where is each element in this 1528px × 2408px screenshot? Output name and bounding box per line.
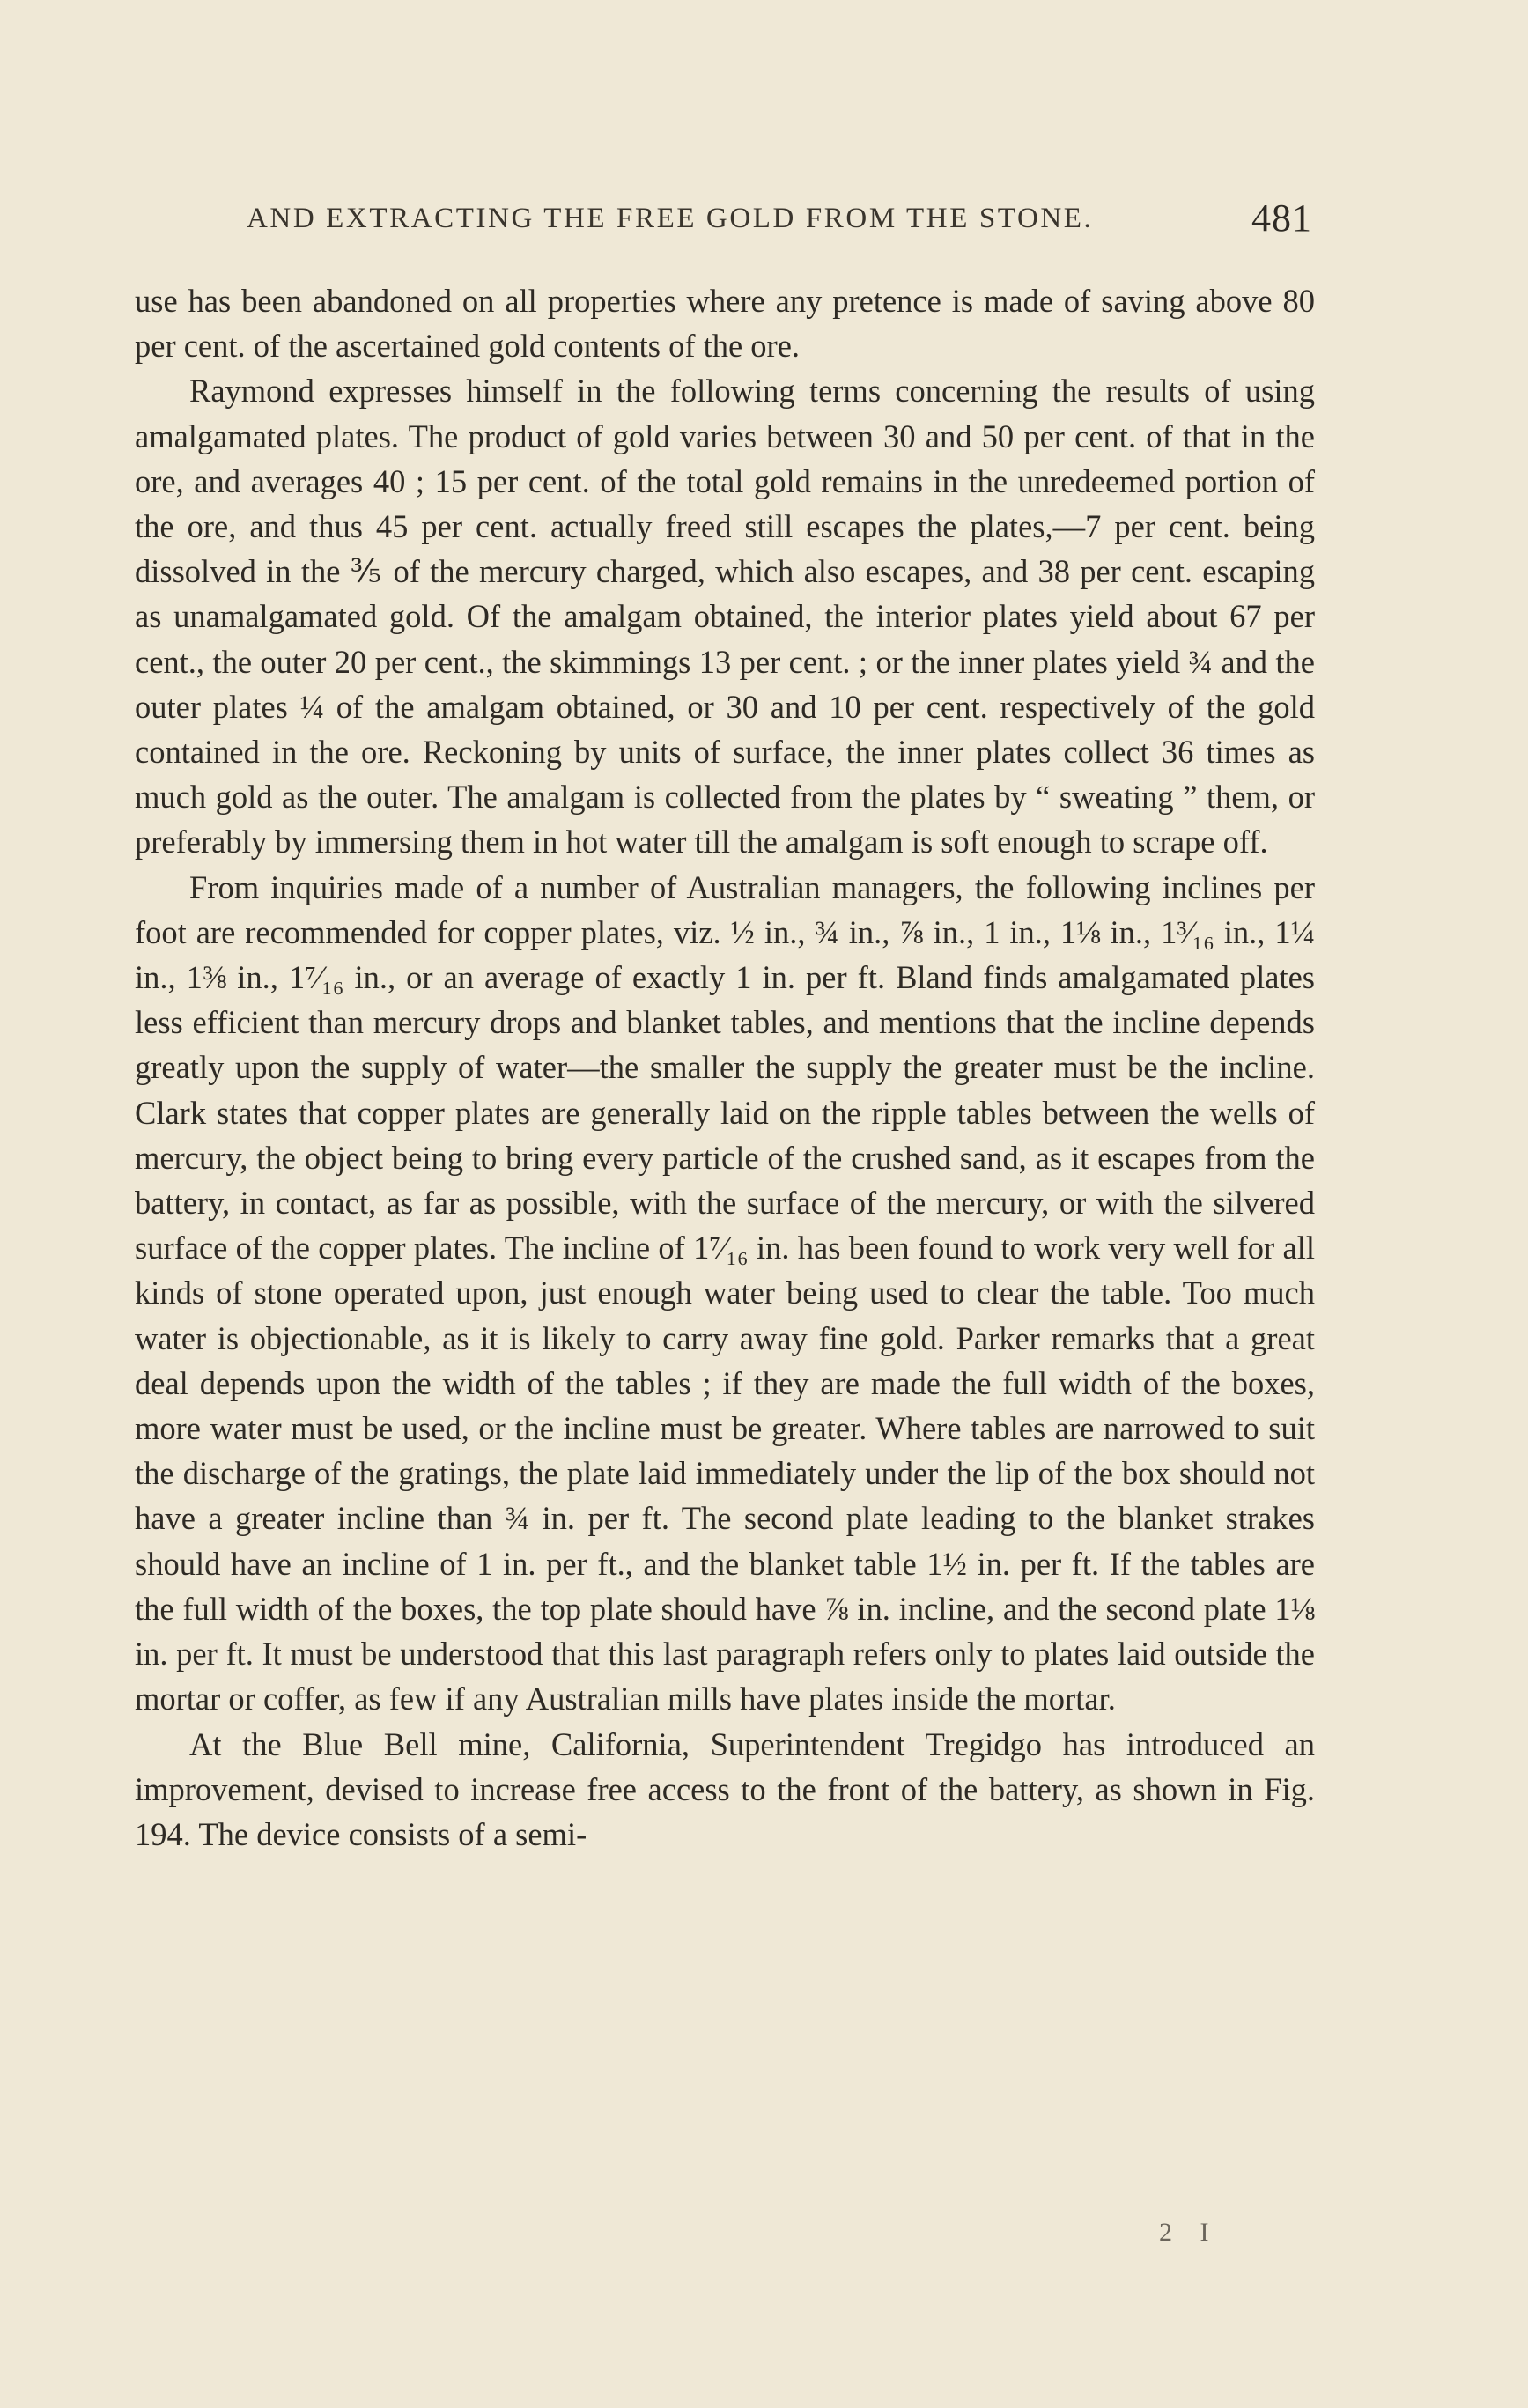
running-title: AND EXTRACTING THE FREE GOLD FROM THE STONE. <box>247 203 1094 234</box>
paragraph-continuation: use has been abandoned on all properties where any pretence is made of saving above 80 per cent. of the ascertained gold contents of the ore. <box>135 283 1315 365</box>
body-text <box>135 278 1315 1857</box>
paragraph-australian-inclines: From inquiries made of a number of Australian managers, the following inclines per foot are recommended for copper plates, viz. ½ in., ¾ in., ⅞ in., 1 in., 1⅛ in., 1³⁄₁₆ in., 1¼ in., 1⅜ in., 1⁷⁄₁₆ in., or an average of exactly 1 in. per ft. Bland finds amalgamated plates less efficient than mercury drops and blanket tables, and mentions that the incline depends greatly upon the supply of water—the smaller the supply the greater must be the incline. Clark states that copper plates are generally laid on the ripple tables between the wells of mercury, the object being to bring every particle of the crushed sand, as it escapes from the battery, in contact, as far as possible, with the surface of the mercury, or with the silvered surface of the copper plates. The incline of 1⁷⁄₁₆ in. has been found to work very well for all kinds of stone operated upon, just enough water being used to clear the table. Too much water is objectionable, as it is likely to carry away fine gold. Parker remarks that a great deal depends upon the width of the tables ; if they are made the full width of the boxes, more water must be used, or the incline must be greater. Where tables are narrowed to suit the discharge of the gratings, the plate laid immediately under the lip of the box should not have a greater incline than ¾ in. per ft. The second plate leading to the blanket strakes should have an incline of 1 in. per ft., and the blanket table 1½ in. per ft. If the tables are the full width of the boxes, the top plate should have ⅞ in. incline, and the second plate 1⅛ in. per ft. It must be understood that this last paragraph refers only to plates laid outside the mortar or coffer, as few if any Australian mills have plates inside the mortar. <box>135 868 1315 1717</box>
paragraph-blue-bell-mine: At the Blue Bell mine, California, Superintendent Tregidgo has introduced an improvement, devised to increase free access to the front of the battery, as shown in Fig. 194. The device consists of a semi- <box>135 1725 1315 1852</box>
running-head <box>247 196 1312 245</box>
paragraph-raymond: Raymond expresses himself in the following terms concerning the results of using amalgamated plates. The product of gold varies between 30 and 50 per cent. of that in the ore, and averages 40 ; 15 per cent. of the total gold remains in the unredeemed portion of the ore, and thus 45 per cent. actually freed still escapes the plates,—7 per cent. being dissolved in the ⅗ of the mercury charged, which also escapes, and 38 per cent. escaping as unamalgamated gold. Of the amalgam obtained, the interior plates yield about 67 per cent., the outer 20 per cent., the skimmings 13 per cent. ; or the inner plates yield ¾ and the outer plates ¼ of the amalgam obtained, or 30 and 10 per cent. respectively of the gold contained in the ore. Reckoning by units of surface, the inner plates collect 36 times as much gold as the outer. The amalgam is collected from the plates by “ sweating ” them, or preferably by immersing them in hot water till the amalgam is soft enough to scrape off. <box>135 373 1315 861</box>
signature-mark: 2 I <box>1159 2218 1220 2247</box>
page-number: 481 <box>1251 196 1312 240</box>
